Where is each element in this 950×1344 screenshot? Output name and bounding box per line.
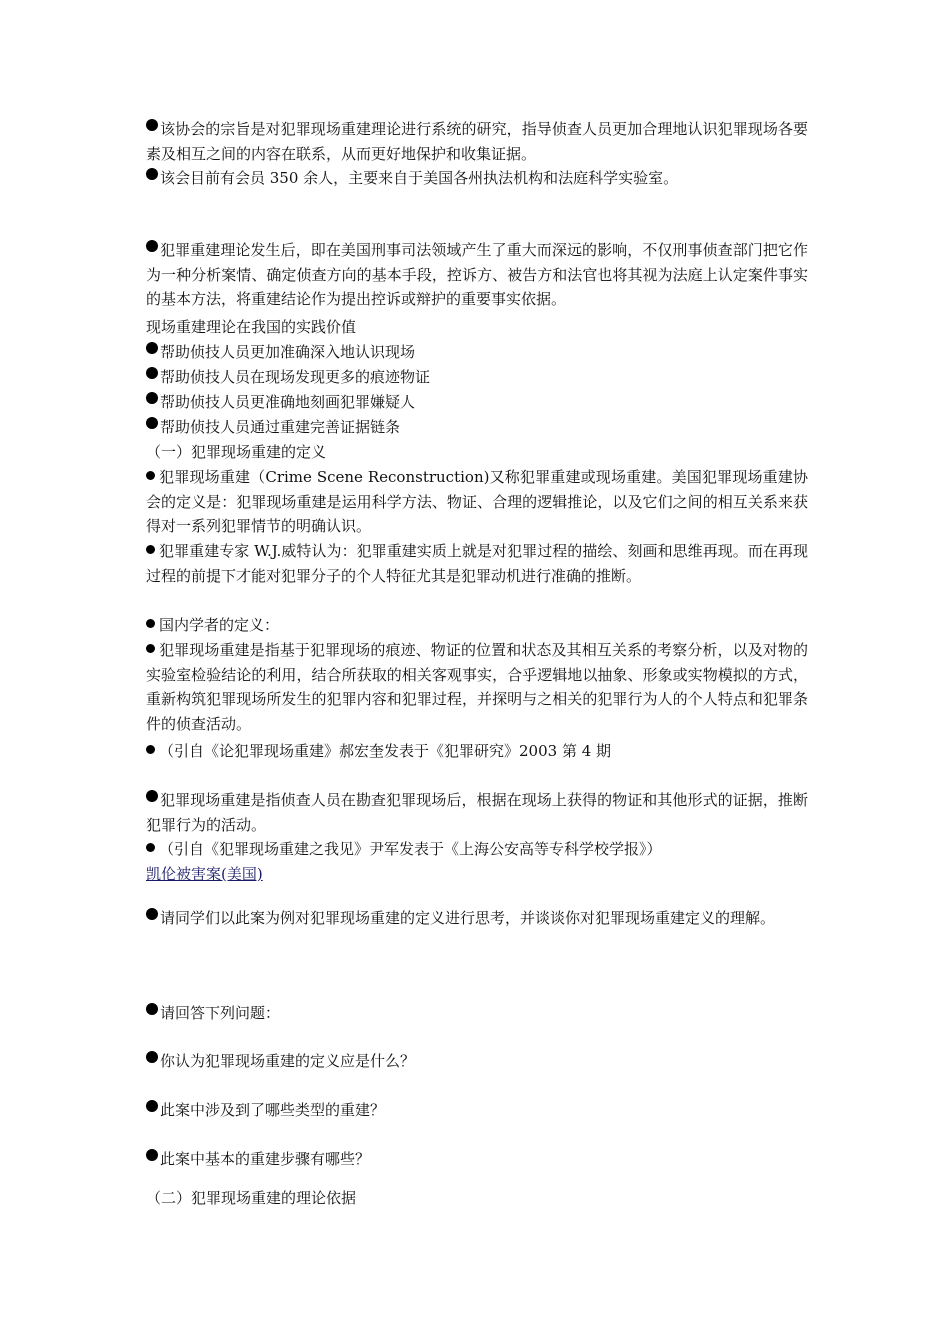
bullet-icon (146, 342, 158, 354)
bullet-icon (146, 119, 158, 131)
paragraph-questions-intro: 请回答下列问题： (146, 1001, 808, 1026)
paragraph-membership: 该会目前有会员 350 余人，主要来自于美国各州执法机构和法庭科学实验室。 (146, 166, 808, 191)
bullet-icon (146, 745, 155, 754)
bullet-icon (146, 908, 158, 920)
bullet-icon (146, 1100, 158, 1112)
paragraph-domestic-definition: 犯罪现场重建是指基于犯罪现场的痕迹、物证的位置和状态及其相互关系的考察分析，以及对物的实验室检验结论的利用，结合所获取的相关客观事实，合乎逻辑地以抽象、形象或实物模拟的方式，重新构筑犯罪现场所发生的犯罪内容和犯罪过程，并探明与之相关的犯罪行为人的个人特点和犯罪条件的侦查活动。 (146, 641, 808, 733)
bullet-icon (146, 417, 158, 429)
bullet-icon (146, 790, 158, 802)
question-item: 此案中基本的重建步骤有哪些？ (146, 1147, 808, 1172)
paragraph-domestic-label: 国内学者的定义： (146, 613, 808, 638)
bullet-icon (146, 240, 158, 252)
paragraph-influence: 犯罪重建理论发生后，即在美国刑事司法领域产生了重大而深远的影响，不仅刑事侦查部门把它作为一种分析案情、确定侦查方向的基本手段，控诉方、被告方和法官也将其视为法庭上认定案件事实的基本方法，将重建结论作为提出控诉或辩护的重要事实依据。 (146, 241, 808, 308)
case-link[interactable]: 凯伦被害案(美国) (146, 865, 263, 883)
heading-definition: （一）犯罪现场重建的定义 (146, 443, 327, 461)
list-item: 帮助侦技人员在现场发现更多的痕迹物证 (146, 365, 808, 390)
list-item: 帮助侦技人员更加准确深入地认识现场 (146, 340, 808, 365)
citation-2: （引自《犯罪现场重建之我见》尹军发表于《上海公安高等专科学校学报》） (146, 837, 808, 862)
heading-practice-value: 现场重建理论在我国的实践价值 (146, 318, 357, 336)
bullet-icon (146, 367, 158, 379)
citation-1: （引自《论犯罪现场重建》郝宏奎发表于《犯罪研究》2003 第 4 期 (146, 739, 808, 764)
question-item: 你认为犯罪现场重建的定义应是什么？ (146, 1049, 808, 1074)
question-item: 此案中涉及到了哪些类型的重建？ (146, 1098, 808, 1123)
bullet-icon (146, 1003, 158, 1015)
paragraph-csr-definition: 犯罪现场重建（Crime Scene Reconstruction)又称犯罪重建或现场重建。美国犯罪现场重建协会的定义是：犯罪现场重建是运用科学方法、物证、合理的逻辑推论，以及它们之间的相互关系来获得对一系列犯罪情节的明确认识。 (146, 468, 808, 535)
bullet-icon (146, 843, 155, 852)
list-item: 帮助侦技人员更准确地刻画犯罪嫌疑人 (146, 390, 808, 415)
list-item: 帮助侦技人员通过重建完善证据链条 (146, 415, 808, 440)
heading-theoretical-basis: （二）犯罪现场重建的理论依据 (146, 1189, 357, 1207)
bullet-icon (146, 392, 158, 404)
paragraph-expert-definition: 犯罪重建专家 W.J.威特认为：犯罪重建实质上就是对犯罪过程的描绘、刻画和思维再现。而在再现过程的前提下才能对犯罪分子的个人特征尤其是犯罪动机进行准确的推断。 (146, 542, 808, 585)
bullet-icon (146, 471, 155, 480)
bullet-icon (146, 644, 155, 653)
bullet-icon (146, 545, 155, 554)
paragraph-association-purpose: 该协会的宗旨是对犯罪现场重建理论进行系统的研究，指导侦查人员更加合理地认识犯罪现场各要素及相互之间的内容在联系，从而更好地保护和收集证据。 (146, 120, 808, 163)
bullet-icon (146, 1149, 158, 1161)
bullet-icon (146, 619, 155, 628)
bullet-icon (146, 168, 158, 180)
paragraph-discussion: 请同学们以此案为例对犯罪现场重建的定义进行思考，并谈谈你对犯罪现场重建定义的理解。 (146, 901, 808, 935)
bullet-icon (146, 1051, 158, 1063)
case-link-row (146, 862, 808, 887)
paragraph-investigator-definition: 犯罪现场重建是指侦查人员在勘查犯罪现场后，根据在现场上获得的物证和其他形式的证据，推断犯罪行为的活动。 (146, 791, 808, 834)
